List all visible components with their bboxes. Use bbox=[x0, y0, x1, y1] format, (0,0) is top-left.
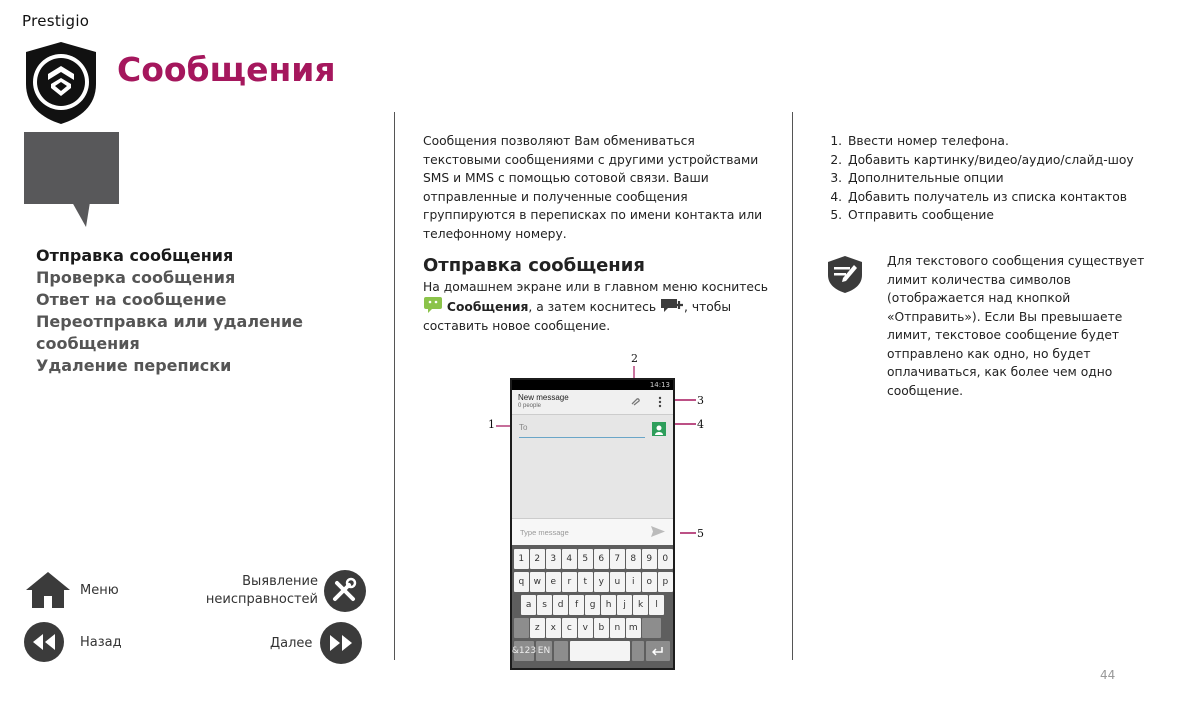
key-x[interactable]: x bbox=[546, 618, 561, 638]
toc-item-send[interactable]: Отправка сообщения bbox=[36, 246, 234, 265]
add-contact-icon[interactable] bbox=[652, 422, 666, 436]
callout-1: 1 bbox=[488, 418, 495, 431]
troubleshooting-label-line2: неисправностей bbox=[205, 592, 318, 607]
key-4[interactable]: 4 bbox=[562, 549, 577, 569]
intro-paragraph: Сообщения позволяют Вам обмениваться текстовыми сообщениями с другими устройствами SMS и MMS с помощью сотовой связи. Ваши отправленные и полученные сообщения группируются в переписках по имени контакта или телефонному номеру. bbox=[423, 134, 763, 241]
space-key[interactable] bbox=[570, 641, 630, 661]
header-title: New message bbox=[518, 393, 569, 402]
key-p[interactable]: p bbox=[658, 572, 673, 592]
key-a[interactable]: a bbox=[521, 595, 536, 615]
new-message-icon bbox=[660, 297, 684, 313]
key-q[interactable]: q bbox=[514, 572, 529, 592]
key-k[interactable]: k bbox=[633, 595, 648, 615]
table-of-contents bbox=[36, 245, 346, 377]
key-6[interactable]: 6 bbox=[594, 549, 609, 569]
troubleshooting-button[interactable] bbox=[190, 570, 366, 612]
speech-bubble-icon bbox=[24, 132, 119, 228]
troubleshooting-label-line1: Выявление bbox=[242, 574, 318, 589]
attach-icon[interactable] bbox=[630, 396, 640, 406]
status-bar bbox=[512, 380, 673, 390]
back-label: Назад bbox=[80, 634, 122, 650]
steps-column bbox=[820, 132, 1165, 225]
key-2[interactable]: 2 bbox=[530, 549, 545, 569]
messages-app-name: Сообщения bbox=[446, 300, 529, 314]
menu-label: Меню bbox=[80, 582, 119, 598]
key-l[interactable]: l bbox=[649, 595, 664, 615]
key-f[interactable]: f bbox=[569, 595, 584, 615]
note-text: Для текстового сообщения существует лимит количества символов (отображается над кнопкой «Отправить»). Если Вы превышаете лимит, текстовое сообщение будет отправлено как одно, но будет оплачиваться, как более чем одно сообщение. bbox=[887, 254, 1145, 398]
status-clock: 14:13 bbox=[649, 381, 670, 389]
key-y[interactable]: y bbox=[594, 572, 609, 592]
enter-key[interactable] bbox=[646, 641, 670, 661]
period-key[interactable] bbox=[632, 641, 644, 661]
rewind-icon bbox=[24, 622, 64, 662]
key-v[interactable]: v bbox=[578, 618, 593, 638]
backspace-key[interactable] bbox=[642, 618, 661, 638]
key-1[interactable]: 1 bbox=[514, 549, 529, 569]
message-body bbox=[512, 415, 673, 518]
key-j[interactable]: j bbox=[617, 595, 632, 615]
key-m[interactable]: m bbox=[626, 618, 641, 638]
symbols-key[interactable]: &123 bbox=[514, 641, 534, 661]
column-divider bbox=[792, 112, 793, 660]
instruction-text: , чтобы составить новое сообщение. bbox=[423, 300, 732, 333]
section-heading: Отправка сообщения bbox=[423, 255, 645, 276]
header-subtitle: 0 people bbox=[518, 403, 542, 409]
toc-item-reply[interactable]: Ответ на сообщение bbox=[36, 290, 227, 309]
messages-app-icon bbox=[423, 296, 443, 314]
brand-name: Prestigio bbox=[22, 12, 90, 30]
key-5[interactable]: 5 bbox=[578, 549, 593, 569]
toc-item-check[interactable]: Проверка сообщения bbox=[36, 268, 236, 287]
page-number: 44 bbox=[1100, 668, 1116, 682]
key-3[interactable]: 3 bbox=[546, 549, 561, 569]
shield-logo-icon bbox=[22, 40, 100, 126]
step-item: 2. Добавить картинку/видео/аудио/слайд-шоу bbox=[846, 151, 1165, 170]
callout-4: 4 bbox=[697, 418, 704, 431]
home-icon bbox=[24, 570, 72, 610]
key-o[interactable]: o bbox=[642, 572, 657, 592]
note-pencil-icon bbox=[824, 253, 866, 295]
step-item: 1. Ввести номер телефона. bbox=[846, 132, 1165, 151]
callout-3: 3 bbox=[697, 394, 704, 407]
key-s[interactable]: s bbox=[537, 595, 552, 615]
language-key[interactable]: EN bbox=[536, 641, 552, 661]
key-z[interactable]: z bbox=[530, 618, 545, 638]
overflow-menu-icon[interactable] bbox=[658, 396, 662, 408]
keyboard bbox=[512, 545, 673, 668]
to-field[interactable]: To bbox=[519, 423, 645, 438]
menu-button[interactable] bbox=[24, 570, 119, 610]
fast-forward-icon bbox=[320, 622, 362, 664]
content-column bbox=[423, 132, 768, 335]
callout-5: 5 bbox=[697, 527, 704, 540]
key-c[interactable]: c bbox=[562, 618, 577, 638]
next-label: Далее bbox=[270, 635, 313, 651]
key-0[interactable]: 0 bbox=[658, 549, 673, 569]
key-8[interactable]: 8 bbox=[626, 549, 641, 569]
toc-item-resend-delete[interactable]: Переотправка или удаление сообщения bbox=[36, 312, 304, 353]
key-h[interactable]: h bbox=[601, 595, 616, 615]
key-b[interactable]: b bbox=[594, 618, 609, 638]
key-u[interactable]: u bbox=[610, 572, 625, 592]
key-n[interactable]: n bbox=[610, 618, 625, 638]
instruction-text: На домашнем экране или в главном меню коснитесь bbox=[423, 279, 768, 294]
key-d[interactable]: d bbox=[553, 595, 568, 615]
tools-icon bbox=[324, 570, 366, 612]
compose-bar bbox=[512, 518, 673, 545]
key-g[interactable]: g bbox=[585, 595, 600, 615]
phone-screenshot bbox=[510, 378, 675, 670]
instruction-paragraph bbox=[423, 278, 768, 336]
toc-item-delete-thread[interactable]: Удаление переписки bbox=[36, 356, 232, 375]
steps-list bbox=[820, 132, 1165, 225]
settings-key[interactable] bbox=[554, 641, 568, 661]
shift-key[interactable] bbox=[514, 618, 529, 638]
step-item: 4. Добавить получатель из списка контактов bbox=[846, 188, 1165, 207]
back-button[interactable] bbox=[24, 622, 122, 662]
enter-icon bbox=[652, 646, 664, 656]
step-item: 3. Дополнительные опции bbox=[846, 169, 1165, 188]
key-w[interactable]: w bbox=[530, 572, 545, 592]
key-t[interactable]: t bbox=[578, 572, 593, 592]
send-icon[interactable] bbox=[650, 525, 666, 538]
compose-input[interactable]: Type message bbox=[520, 528, 569, 537]
message-header bbox=[512, 390, 673, 415]
column-divider bbox=[394, 112, 395, 660]
next-button[interactable] bbox=[270, 622, 362, 664]
key-e[interactable]: e bbox=[546, 572, 561, 592]
step-item: 5. Отправить сообщение bbox=[846, 206, 1165, 225]
key-7[interactable]: 7 bbox=[610, 549, 625, 569]
key-i[interactable]: i bbox=[626, 572, 641, 592]
instruction-text: , а затем коснитесь bbox=[528, 300, 657, 314]
key-9[interactable]: 9 bbox=[642, 549, 657, 569]
callout-2: 2 bbox=[631, 352, 638, 365]
key-r[interactable]: r bbox=[562, 572, 577, 592]
page-title: Сообщения bbox=[117, 50, 336, 89]
